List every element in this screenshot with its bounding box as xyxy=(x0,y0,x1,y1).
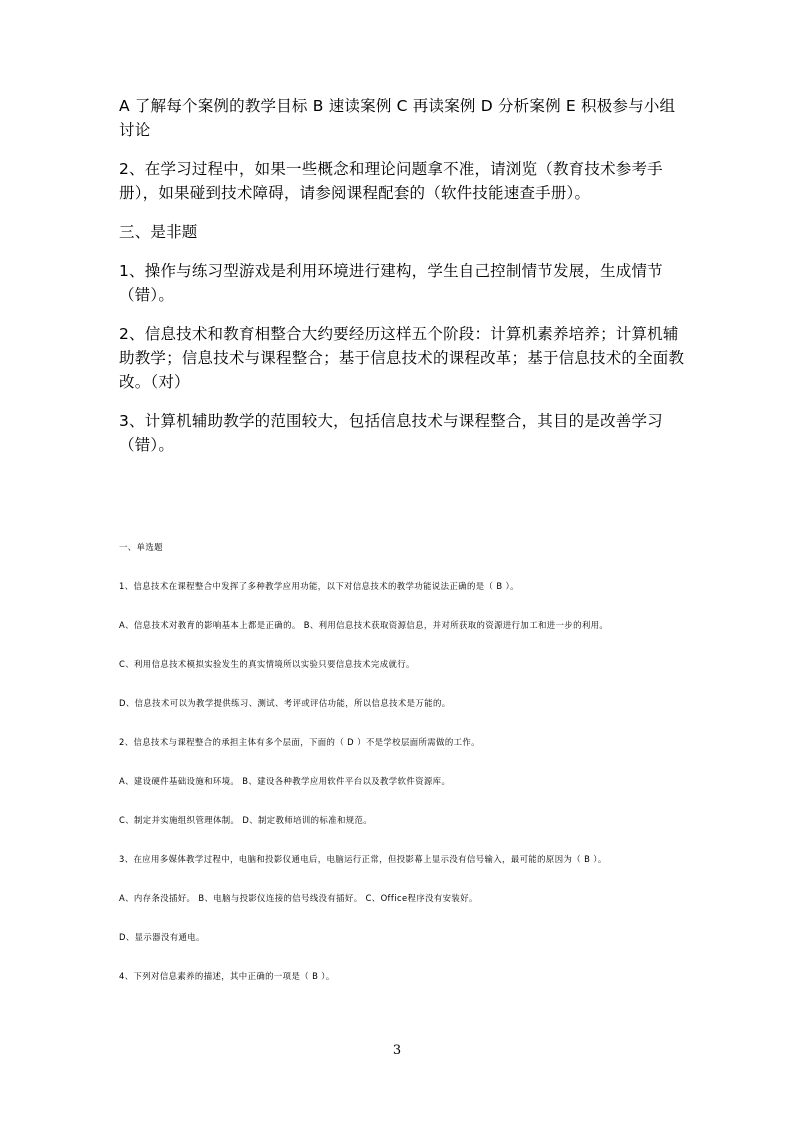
paragraph-case-steps: A 了解每个案例的教学目标 B 速读案例 C 再读案例 D 分析案例 E 积极参与小组讨论 xyxy=(119,97,676,139)
page-number: 3 xyxy=(392,1043,402,1058)
upper-text-block xyxy=(119,94,685,472)
lower-text-block xyxy=(119,542,685,982)
question-1-option-ab: A、信息技术对教育的影响基本上都是正确的。 B、利用信息技术获取资源信息，并对所获取的资源进行加工和进一步的利用。 xyxy=(119,620,609,630)
question-2: 2、信息技术与课程整合的承担主体有多个层面，下面的（ D ）不是学校层面所需做的工作。 xyxy=(119,737,480,747)
question-1-option-d: D、信息技术可以为教学提供练习、测试、考评或评估功能，所以信息技术是万能的。 xyxy=(119,698,451,708)
question-2-option-cd: C、制定并实施组织管理体制。 D、制定教师培训的标准和规范。 xyxy=(119,815,373,825)
question-3: 3、在应用多媒体教学过程中，电脑和投影仪通电后，电脑运行正常，但投影幕上显示没有信号输入，最可能的原因为（ B ）。 xyxy=(119,854,607,864)
question-1: 1、信息技术在课程整合中发挥了多种教学应用功能，以下对信息技术的教学功能说法正确的是（ B ）。 xyxy=(119,581,519,591)
true-false-item-1: 1、操作与练习型游戏是利用环境进行建构，学生自己控制情节发展，生成情节（错）。 xyxy=(119,262,663,304)
true-false-item-3: 3、计算机辅助教学的范围较大，包括信息技术与课程整合，其目的是改善学习（错）。 xyxy=(119,412,663,454)
section-heading-true-false: 三、是非题 xyxy=(119,223,198,241)
question-1-option-c: C、利用信息技术模拟实验发生的真实情境所以实验只要信息技术完成就行。 xyxy=(119,659,415,669)
question-3-option-abc: A、内存条没插好。 B、电脑与投影仪连接的信号线没有插好。 C、Office程序没有安装好。 xyxy=(119,893,478,903)
section-heading-single-choice: 一、单选题 xyxy=(119,542,163,552)
paragraph-question-2: 2、在学习过程中，如果一些概念和理论问题拿不准，请浏览（教育技术参考手册），如果碰到技术障碍，请参阅课程配套的（软件技能速查手册）。 xyxy=(119,160,663,202)
true-false-item-2: 2、信息技术和教育相整合大约要经历这样五个阶段：计算机素养培养；计算机辅助教学；信息技术与课程整合；基于信息技术的课程改革；基于信息技术的全面教改。（对） xyxy=(119,325,685,391)
question-4: 4、下列对信息素养的描述，其中正确的一项是（ B ）。 xyxy=(119,971,335,981)
question-3-option-d: D、显示器没有通电。 xyxy=(119,932,205,942)
question-2-option-ab: A、建设硬件基础设施和环境。 B、建设各种教学应用软件平台以及教学软件资源库。 xyxy=(119,776,451,786)
